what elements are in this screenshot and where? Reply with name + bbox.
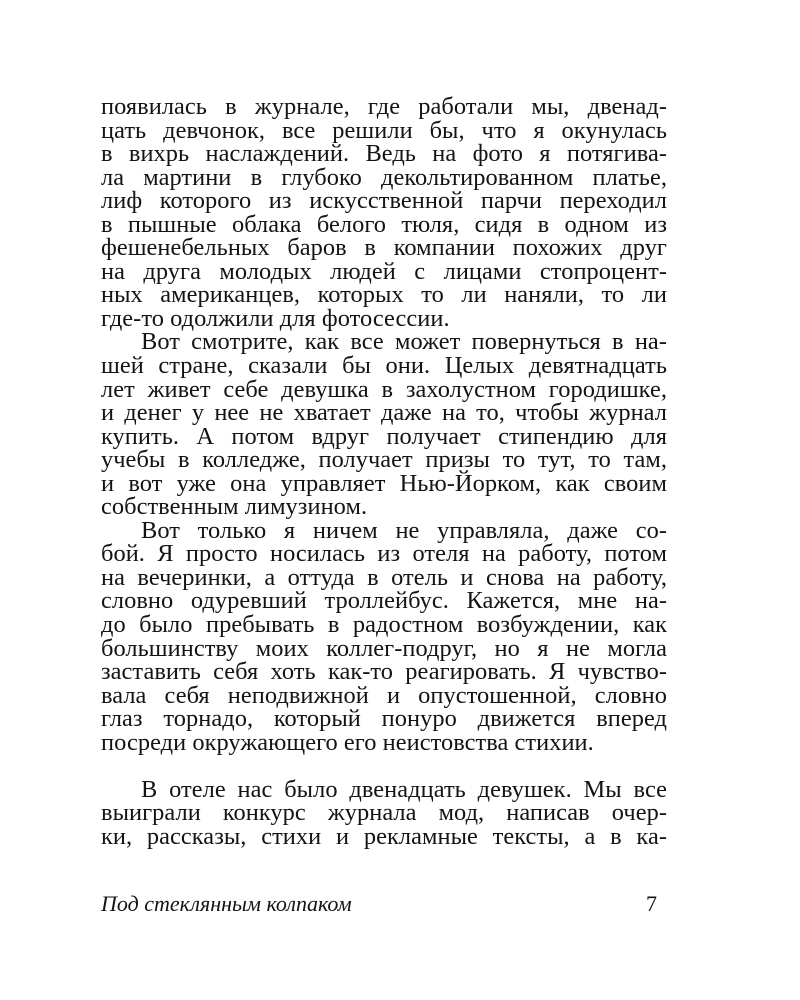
text-line: бой. Я просто носилась из отеля на работу, потом [101, 540, 667, 568]
text-line: появилась в журнале, где работали мы, двенад- [101, 93, 667, 120]
text-line: Вот только я ничем не управляла, даже со- [141, 516, 667, 544]
text-line: словно одуревший троллейбус. Кажется, мне на- [101, 587, 667, 615]
text-line: купить. А потом вдруг получает стипендию для [101, 422, 667, 450]
text-line: заставить себя хоть как-то реагировать. Я чувство- [101, 658, 667, 686]
text-line: ки, рассказы, стихи и рекламные тексты, а в ка- [101, 822, 667, 850]
text-line: Вот смотрите, как все может повернуться в на- [141, 328, 667, 356]
text-line: в пышные облака белого тюля, сидя в одном из [101, 210, 667, 238]
text-line: шей стране, сказали бы они. Целых девятнадцать [101, 352, 667, 380]
text-line: где-то одолжили для фотосессии. [101, 304, 450, 332]
section-break [101, 754, 667, 778]
body-text [101, 95, 667, 849]
paragraph-3 [101, 516, 667, 756]
page-footer [101, 892, 667, 916]
text-line: фешенебельных баров в компании похожих друг [101, 234, 667, 262]
text-line: В отеле нас было двенадцать девушек. Мы все [141, 775, 667, 803]
paragraph-2 [101, 328, 667, 521]
text-line: ных американцев, которых то ли наняли, то ли [101, 281, 667, 309]
text-line: собственным лимузином. [101, 493, 368, 521]
text-line: глаз торнадо, который понуро движется вперед [101, 705, 667, 733]
text-line: в вихрь наслаждений. Ведь на фото я потягива- [101, 140, 667, 168]
text-line: до было пребывать в радостном возбуждении, как [101, 611, 667, 639]
text-line: большинству моих коллег-подруг, но я не могла [101, 634, 667, 662]
text-line: выиграли конкурс журнала мод, написав очер- [101, 799, 667, 827]
running-title: Под стеклянным колпаком [101, 891, 352, 916]
text-line: вала себя неподвижной и опустошенной, словно [101, 681, 667, 709]
text-line: на вечеринки, а оттуда в отель и снова на работу, [101, 563, 667, 591]
text-line: и вот уже она управляет Нью-Йорком, как своим [101, 469, 667, 497]
text-line: лиф которого из искусственной парчи переходил [101, 187, 667, 215]
text-line: на друга молодых людей с лицами стопроцент- [101, 257, 667, 285]
text-line: учебы в колледже, получает призы то тут, то там, [101, 446, 667, 474]
text-line: цать девчонок, все решили бы, что я окунулась [101, 116, 667, 144]
text-line: и денег у нее не хватает даже на то, чтобы журнал [101, 399, 667, 427]
text-line: посреди окружающего его неистовства стихии. [101, 728, 594, 756]
page-number: 7 [646, 891, 657, 916]
text-line: ла мартини в глубоко декольтированном платье, [101, 163, 667, 191]
text-line: лет живет себе девушка в захолустном городишке, [101, 375, 667, 403]
paragraph-1 [101, 95, 667, 330]
paragraph-4 [101, 775, 667, 850]
